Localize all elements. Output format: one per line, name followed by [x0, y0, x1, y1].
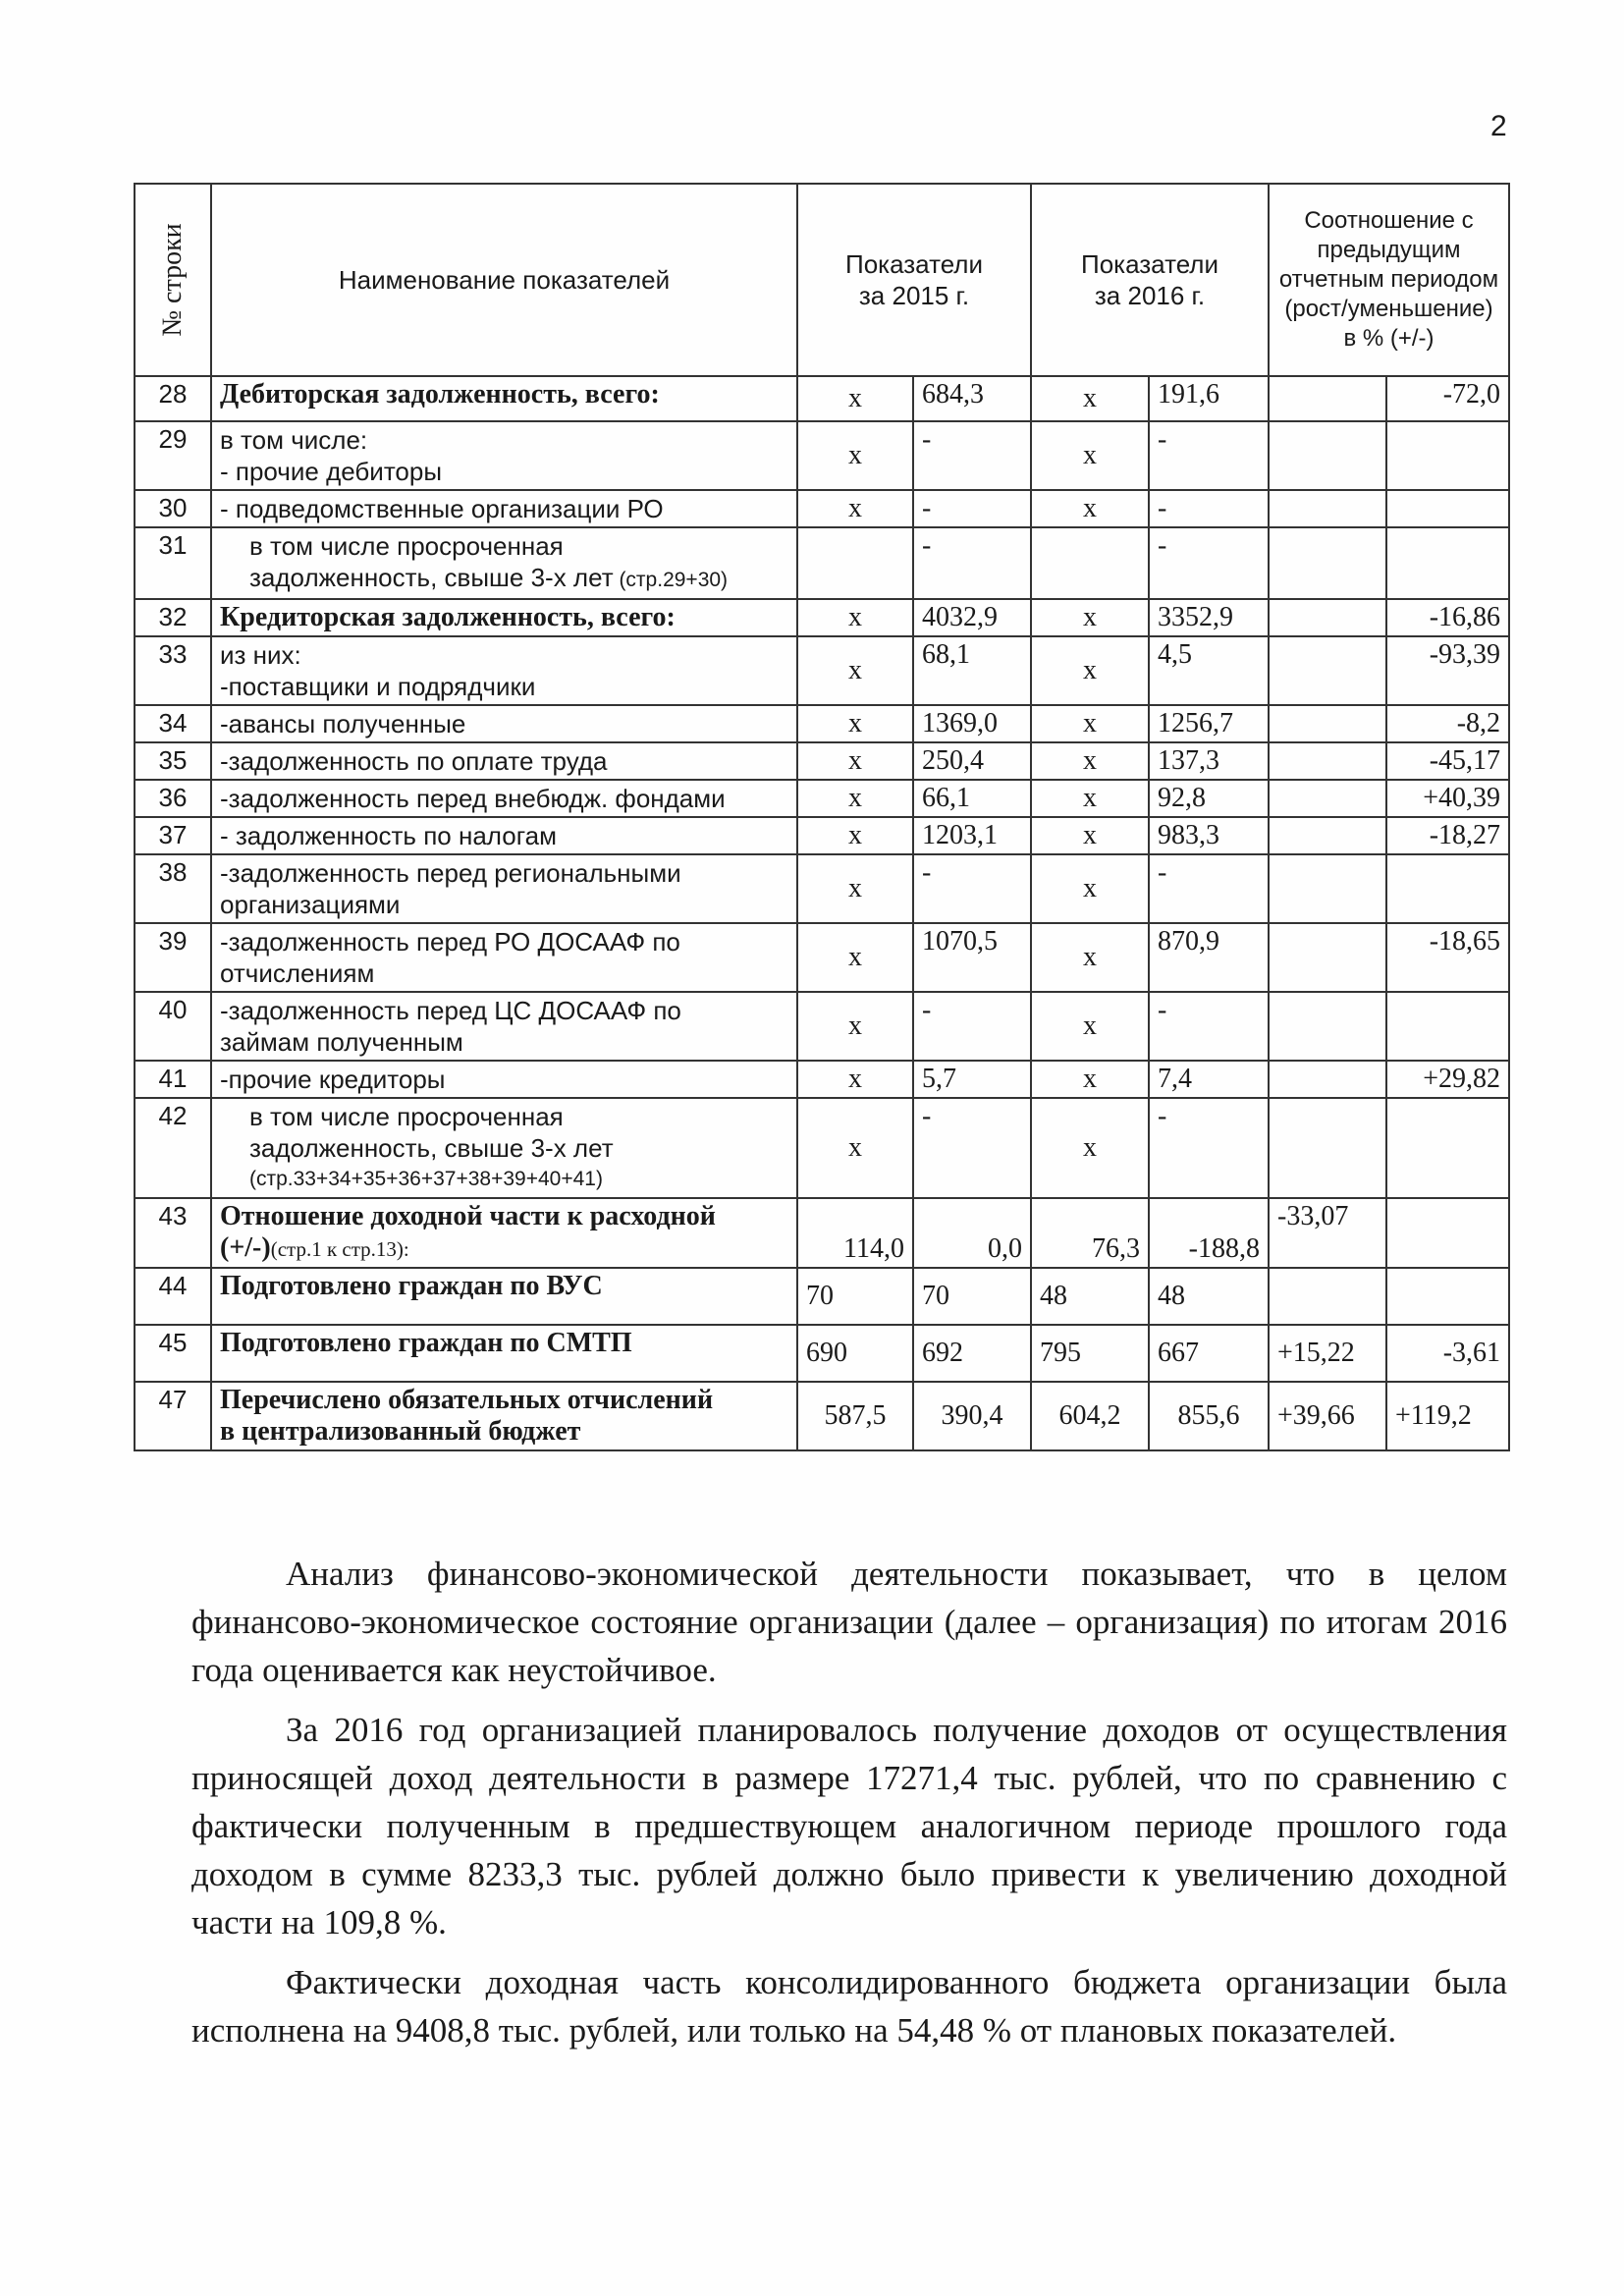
value-cell [1269, 992, 1386, 1061]
value-cell: х [797, 599, 913, 636]
value-cell [1269, 1268, 1386, 1325]
analysis-paragraph: За 2016 год организацией планировалось получение доходов от осуществления приносящей доход деятельности в размере 17271,4 тыс. рублей, что по сравнению с фактически полученным в предшествующем аналогичном периоде прошлого года доходом в сумме 8233,3 тыс. рублей должно было привести к увеличению доходной части на 109,8 %. [191, 1711, 1507, 1941]
header-name: Наименование показателей [211, 184, 797, 376]
row-number: 38 [135, 854, 211, 923]
indicator-name-text: в том числе: - прочие дебиторы [220, 425, 443, 486]
value-cell: 1369,0 [913, 705, 1031, 742]
value-cell: - [913, 992, 1031, 1061]
row-number: 31 [135, 527, 211, 599]
value-cell: -72,0 [1386, 376, 1509, 421]
value-cell: х [797, 854, 913, 923]
value-cell [1269, 705, 1386, 742]
indicator-name [211, 854, 797, 923]
value-cell: -45,17 [1386, 742, 1509, 780]
value-cell: х [797, 780, 913, 817]
indicator-name-text: - подведомственные организации РО [220, 494, 664, 523]
table-row [135, 992, 1509, 1061]
row-number: 45 [135, 1325, 211, 1382]
value-cell: -93,39 [1386, 636, 1509, 705]
indicator-name [211, 421, 797, 490]
analysis-text [191, 1550, 1507, 2066]
analysis-paragraph: Фактически доходная часть консолидированного бюджета организации была исполнена на 9408,8 тыс. рублей, или только на 54,48 % от плановых показателей. [191, 1963, 1507, 2050]
value-cell: х [1031, 780, 1149, 817]
value-cell [1386, 527, 1509, 599]
table-header-row [135, 184, 1509, 376]
value-cell: х [1031, 923, 1149, 992]
indicator-name [211, 992, 797, 1061]
value-cell: х [797, 1098, 913, 1198]
value-cell: 870,9 [1149, 923, 1269, 992]
table-row [135, 421, 1509, 490]
value-cell: +119,2 [1386, 1382, 1509, 1450]
value-cell: 250,4 [913, 742, 1031, 780]
value-cell: 48 [1031, 1268, 1149, 1325]
indicator-name-text: Кредиторская задолженность, всего: [220, 602, 676, 632]
value-cell: +15,22 [1269, 1325, 1386, 1382]
value-cell: 690 [797, 1325, 913, 1382]
value-cell [1269, 854, 1386, 923]
row-number: 42 [135, 1098, 211, 1198]
row-number: 30 [135, 490, 211, 527]
header-2016: Показатели за 2016 г. [1031, 184, 1269, 376]
value-cell [1269, 742, 1386, 780]
indicator-name-text: Подготовлено граждан по СМТП [220, 1328, 632, 1358]
value-cell: х [797, 705, 913, 742]
table-row [135, 817, 1509, 854]
value-cell: - [1149, 527, 1269, 599]
header-ratio: Соотношение с предыдущим отчетным периодом (рост/уменьшение) в % (+/-) [1269, 184, 1509, 376]
row-number: 29 [135, 421, 211, 490]
table-row [135, 1098, 1509, 1198]
value-cell: х [1031, 490, 1149, 527]
table-row [135, 636, 1509, 705]
value-cell: 390,4 [913, 1382, 1031, 1450]
value-cell: +29,82 [1386, 1061, 1509, 1098]
table-row [135, 780, 1509, 817]
value-cell: х [797, 376, 913, 421]
table-row [135, 527, 1509, 599]
indicator-name [211, 636, 797, 705]
value-cell [1269, 817, 1386, 854]
value-cell [797, 527, 913, 599]
indicator-name [211, 1325, 797, 1382]
value-cell [1386, 490, 1509, 527]
value-cell: 692 [913, 1325, 1031, 1382]
value-cell: х [797, 742, 913, 780]
indicator-name-text: в том числе просроченная задолженность, свыше 3-х лет [249, 531, 614, 592]
value-cell: 76,3 [1031, 1198, 1149, 1268]
value-cell: 70 [797, 1268, 913, 1325]
value-cell: +39,66 [1269, 1382, 1386, 1450]
value-cell: 68,1 [913, 636, 1031, 705]
value-cell: х [1031, 376, 1149, 421]
indicator-name-text: -задолженность перед внебюдж. фондами [220, 784, 726, 813]
value-cell [1269, 527, 1386, 599]
table-row [135, 1198, 1509, 1268]
table-row [135, 705, 1509, 742]
value-cell: - [1149, 490, 1269, 527]
row-number: 37 [135, 817, 211, 854]
indicator-name-text: -задолженность по оплате труда [220, 746, 608, 776]
indicator-name [211, 780, 797, 817]
value-cell: х [797, 923, 913, 992]
value-cell [1269, 1061, 1386, 1098]
value-cell: +40,39 [1386, 780, 1509, 817]
indicator-formula-note: (стр.33+34+35+36+37+38+39+40+41) [249, 1168, 603, 1190]
value-cell: х [797, 817, 913, 854]
indicator-name-text: -авансы полученные [220, 709, 466, 738]
row-number: 47 [135, 1382, 211, 1450]
value-cell [1269, 636, 1386, 705]
value-cell [1269, 780, 1386, 817]
table-row [135, 923, 1509, 992]
table-row [135, 1325, 1509, 1382]
value-cell: - [1149, 1098, 1269, 1198]
value-cell: -18,27 [1386, 817, 1509, 854]
value-cell: 983,3 [1149, 817, 1269, 854]
value-cell: - [1149, 992, 1269, 1061]
value-cell: -3,61 [1386, 1325, 1509, 1382]
page-number: 2 [1490, 110, 1507, 142]
row-number: 40 [135, 992, 211, 1061]
row-number: 35 [135, 742, 211, 780]
value-cell: х [1031, 1098, 1149, 1198]
row-number: 41 [135, 1061, 211, 1098]
indicator-name [211, 599, 797, 636]
value-cell [1269, 376, 1386, 421]
value-cell: х [1031, 599, 1149, 636]
value-cell [1386, 1198, 1509, 1268]
value-cell: 0,0 [913, 1198, 1031, 1268]
value-cell: 4,5 [1149, 636, 1269, 705]
value-cell: 3352,9 [1149, 599, 1269, 636]
indicator-name-text: в том числе просроченная задолженность, свыше 3-х лет [249, 1102, 614, 1163]
indicator-name-text: Дебиторская задолженность, всего: [220, 379, 660, 410]
value-cell: 1070,5 [913, 923, 1031, 992]
indicator-name [211, 705, 797, 742]
value-cell: 5,7 [913, 1061, 1031, 1098]
value-cell: 604,2 [1031, 1382, 1149, 1450]
table-row [135, 1061, 1509, 1098]
value-cell: 70 [913, 1268, 1031, 1325]
indicator-name-text: -задолженность перед РО ДОСААФ по отчислениям [220, 927, 680, 988]
indicator-name-text: -задолженность перед региональными организациями [220, 858, 681, 919]
table-row [135, 490, 1509, 527]
value-cell: 66,1 [913, 780, 1031, 817]
indicator-name-text: Отношение доходной части к расходной (+/-) [220, 1201, 716, 1263]
row-number: 32 [135, 599, 211, 636]
indicator-name [211, 527, 797, 599]
indicator-name [211, 742, 797, 780]
value-cell: х [1031, 817, 1149, 854]
value-cell: х [1031, 992, 1149, 1061]
indicator-name [211, 1268, 797, 1325]
value-cell: х [1031, 636, 1149, 705]
analysis-paragraph: Анализ финансово-экономической деятельности показывает, что в целом финансово-экономическое состояние организации (далее – организация) по итогам 2016 года оценивается как неустойчивое. [191, 1555, 1507, 1689]
value-cell: -18,65 [1386, 923, 1509, 992]
value-cell: 191,6 [1149, 376, 1269, 421]
value-cell: 1203,1 [913, 817, 1031, 854]
row-number: 43 [135, 1198, 211, 1268]
table-row [135, 1268, 1509, 1325]
value-cell: - [913, 854, 1031, 923]
indicator-name [211, 1382, 797, 1450]
value-cell [1269, 599, 1386, 636]
table-row [135, 599, 1509, 636]
value-cell: х [1031, 705, 1149, 742]
value-cell: х [797, 636, 913, 705]
indicator-formula-note: (стр.29+30) [613, 569, 729, 591]
indicator-name [211, 1098, 797, 1198]
value-cell [1386, 1268, 1509, 1325]
value-cell [1269, 1098, 1386, 1198]
indicator-name [211, 817, 797, 854]
value-cell: х [797, 421, 913, 490]
value-cell: 114,0 [797, 1198, 913, 1268]
value-cell: - [1149, 421, 1269, 490]
value-cell: -16,86 [1386, 599, 1509, 636]
value-cell: 92,8 [1149, 780, 1269, 817]
value-cell: -33,07 [1269, 1198, 1386, 1268]
value-cell: х [797, 1061, 913, 1098]
indicator-name [211, 923, 797, 992]
table-row [135, 742, 1509, 780]
header-2015: Показатели за 2015 г. [797, 184, 1031, 376]
value-cell: 587,5 [797, 1382, 913, 1450]
value-cell [1031, 527, 1149, 599]
value-cell: 684,3 [913, 376, 1031, 421]
value-cell: 1256,7 [1149, 705, 1269, 742]
indicator-name-text: Подготовлено граждан по ВУС [220, 1271, 603, 1301]
row-number: 33 [135, 636, 211, 705]
value-cell: - [1149, 854, 1269, 923]
value-cell: - [913, 1098, 1031, 1198]
indicator-name [211, 376, 797, 421]
value-cell: х [1031, 854, 1149, 923]
value-cell: -8,2 [1386, 705, 1509, 742]
value-cell: 795 [1031, 1325, 1149, 1382]
value-cell [1269, 923, 1386, 992]
table-row [135, 376, 1509, 421]
value-cell: - [913, 527, 1031, 599]
indicator-name-text: - задолженность по налогам [220, 821, 557, 850]
value-cell [1386, 854, 1509, 923]
table-row [135, 854, 1509, 923]
header-row-no: № строки [135, 184, 211, 376]
row-number: 39 [135, 923, 211, 992]
indicator-formula-note: (стр.1 к стр.13): [270, 1237, 409, 1261]
value-cell: - [913, 421, 1031, 490]
value-cell: х [1031, 421, 1149, 490]
value-cell: 855,6 [1149, 1382, 1269, 1450]
value-cell: х [797, 992, 913, 1061]
value-cell: 667 [1149, 1325, 1269, 1382]
value-cell: х [797, 490, 913, 527]
indicator-name-text: -задолженность перед ЦС ДОСААФ по займам полученным [220, 996, 681, 1057]
value-cell [1386, 992, 1509, 1061]
table-row [135, 1382, 1509, 1450]
value-cell: х [1031, 1061, 1149, 1098]
value-cell: 48 [1149, 1268, 1269, 1325]
value-cell: -188,8 [1149, 1198, 1269, 1268]
value-cell [1386, 421, 1509, 490]
indicator-name [211, 1061, 797, 1098]
row-number: 36 [135, 780, 211, 817]
indicator-name [211, 490, 797, 527]
value-cell: 137,3 [1149, 742, 1269, 780]
value-cell [1386, 1098, 1509, 1198]
row-number: 28 [135, 376, 211, 421]
indicator-name [211, 1198, 797, 1268]
value-cell: 4032,9 [913, 599, 1031, 636]
indicators-table [134, 183, 1510, 1451]
value-cell: - [913, 490, 1031, 527]
value-cell: х [1031, 742, 1149, 780]
value-cell: 7,4 [1149, 1061, 1269, 1098]
indicator-name-text: из них: -поставщики и подрядчики [220, 640, 536, 701]
row-number: 34 [135, 705, 211, 742]
row-number: 44 [135, 1268, 211, 1325]
value-cell [1269, 490, 1386, 527]
value-cell [1269, 421, 1386, 490]
indicator-name-text: -прочие кредиторы [220, 1065, 446, 1094]
indicator-name-text: Перечислено обязательных отчислений в централизованный бюджет [220, 1385, 714, 1447]
